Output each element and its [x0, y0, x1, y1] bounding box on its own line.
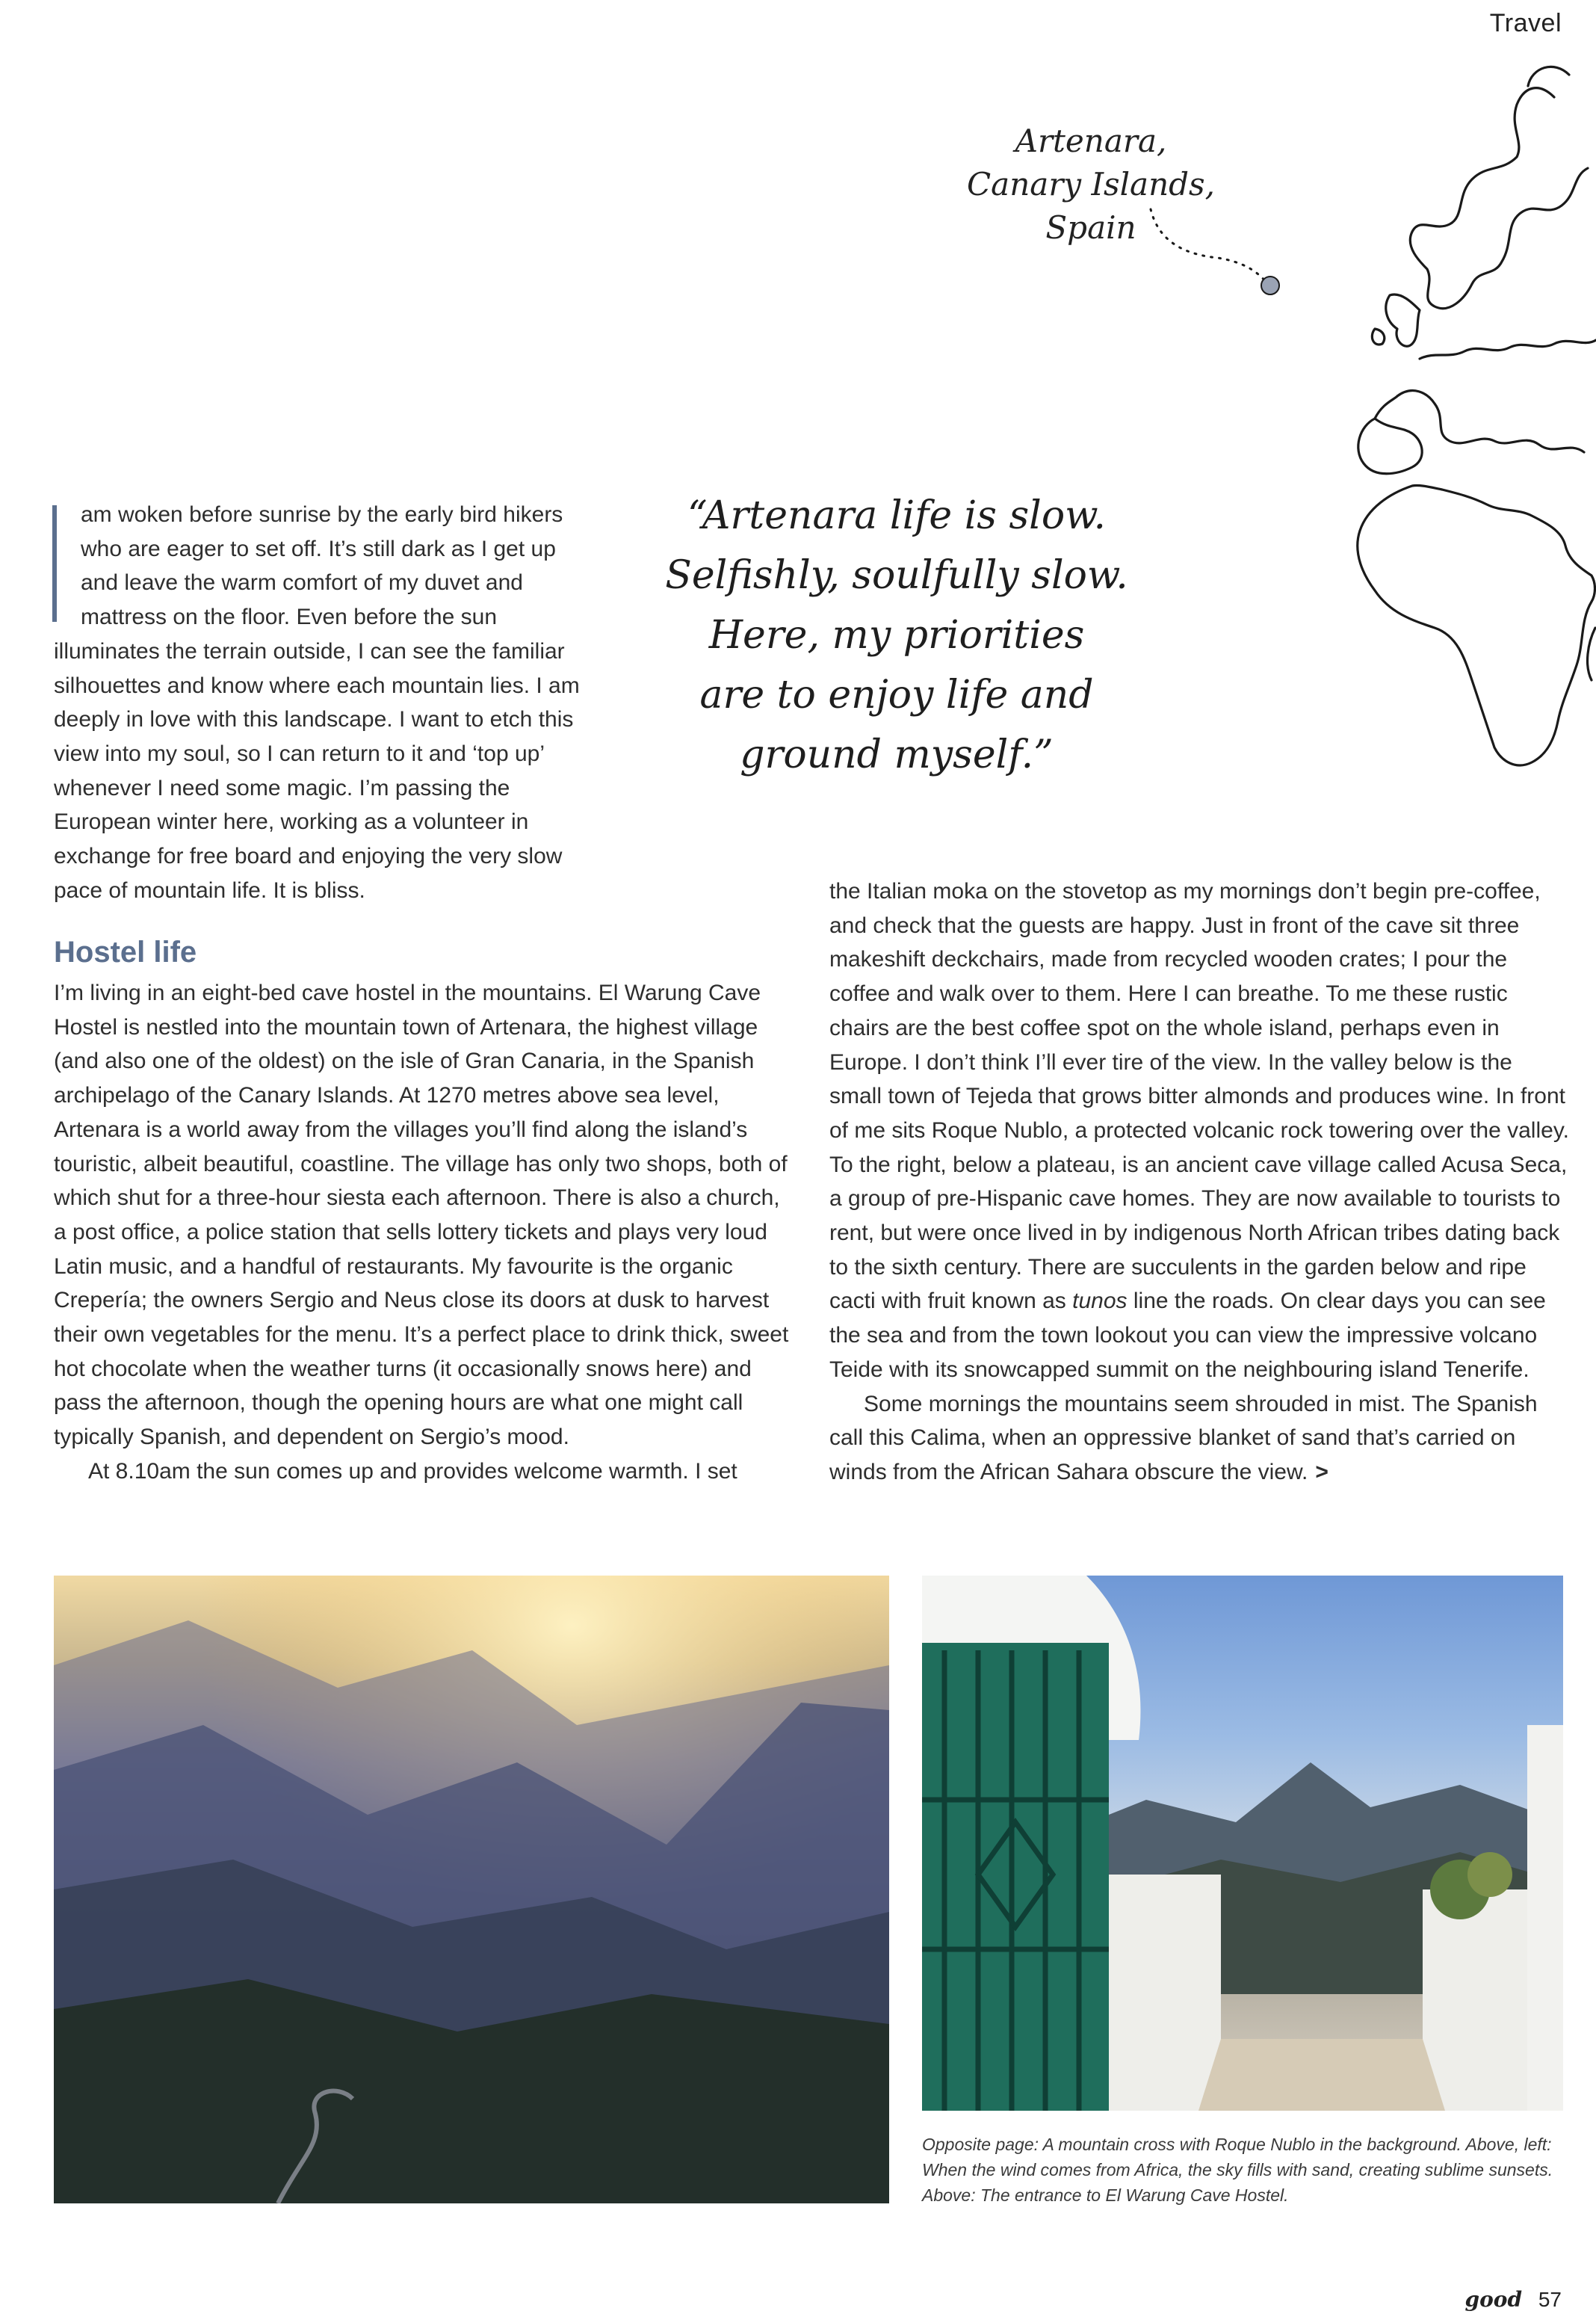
photo-caption: Opposite page: A mountain cross with Roque Nublo in the background. Above, left: When the wind comes from Africa, the sky fills with sand, creating sublime sunsets. Above: The entrance to El Warung Cave Hostel.	[922, 2135, 1553, 2205]
section-label: Travel	[1489, 9, 1562, 37]
magazine-logo: good	[1464, 2287, 1523, 2312]
intro-line: who are eager to set off. It’s still dark as I get up	[81, 536, 556, 561]
pull-quote	[628, 486, 1166, 785]
page-footer	[1465, 2287, 1562, 2312]
paragraph: I’m living in an eight-bed cave hostel in the mountains. El Warung Cave Hostel is nestled into the mountain town of Artenara, the highest village (and also one of the oldest) on the isle of Gran Canaria, in the Spanish archipelago of the Canary Islands. At 1270 metres above sea level, Artenara is a world away from the villages you’ll find along the island’s touristic, albeit beautiful, coastline. The village has only two shops, both of which shut for a three-hour siesta each afternoon. There is also a church, a post office, a police station that sells lottery tickets and plays very loud Latin music, and a handful of restaurants. My favourite is the organic Crepería; the owners Sergio and Neus close its doors at dusk to harvest their own vegetables for the menu. It’s a perfect place to drink thick, sweet hot chocolate when the weather turns (it occasionally snows here) and pass the afternoon, though the opening hours are what one might call typically Spanish, and dependent on Sergio’s mood.	[54, 981, 789, 1450]
sunset-mountains-photo	[54, 1576, 889, 2203]
intro-line: mattress on the floor.	[81, 605, 291, 630]
italic-term: tunos	[1072, 1289, 1128, 1314]
pull-quote-line: Selfishly, soulfully slow.	[665, 553, 1128, 598]
text-run: Some mornings the mountains seem shrouded in mist. The Spanish call this Calima, when an oppressive blanket of sand that’s carried on winds from the African Sahara obscure the view.	[829, 1391, 1538, 1484]
intro-rest: Even before the sun illuminates the terrain outside, I can see the familiar silhouettes and know where each mountain lies. I am deeply in love with this landscape. I want to etch this view into my soul, so I can return to it and ‘top up’ whenever I need some magic. I’m passing the European winter here, working as a volunteer in exchange for free board and enjoying the very slow pace of mountain life. It is bliss.	[54, 605, 580, 903]
pull-quote-line: ground myself.”	[740, 732, 1054, 777]
pull-quote-line: “Artenara life is slow.	[687, 493, 1106, 538]
paragraph	[829, 874, 1569, 1387]
intro-line: and leave the warm comfort of my duvet and	[81, 570, 523, 596]
pull-quote-line: are to enjoy life and	[699, 673, 1094, 718]
intro-line: am woken before sunrise by the early bird hikers	[81, 502, 563, 527]
location-line: Spain	[1045, 209, 1136, 246]
continue-arrow-icon: >	[1315, 1459, 1329, 1484]
hostel-entrance-photo	[922, 1576, 1563, 2111]
page-number: 57	[1538, 2288, 1562, 2311]
intro-paragraph	[54, 498, 592, 907]
gate-scene-icon	[922, 1576, 1563, 2111]
text-run: line the roads. On clear days you can see the sea and from the town lookout you can view the impressive volcano Teide with its snowcapped summit on the neighbouring island Tenerife.	[829, 1289, 1546, 1382]
mountain-scene-icon	[54, 1576, 889, 2203]
right-column	[829, 874, 1569, 1490]
map-location-label	[956, 120, 1225, 250]
text-run: the Italian moka on the stovetop as my mornings don’t begin pre-coffee, and check that the guests are happy. Just in front of the cave sit three makeshift deckchairs, made from recycled wooden crates; I pour the coffee and walk over to them. Here I can breathe. To me these rustic chairs are the best coffee spot on the whole island, perhaps even in Europe. I don’t think I’ll ever tire of the view. In the valley below is the small town of Tejeda that grows bitter almonds and produces wine. In front of me sits Roque Nublo, a protected volcanic rock towering over the valley. To the right, below a plateau, is an ancient cave village called Acusa Seca, a group of pre-Hispanic cave homes. They are now available to tourists to rent, but were once lived in by indigenous North African tribes dating back to the sixth century. There are succulents in the garden below and ripe cacti with fruit known as	[829, 879, 1569, 1314]
pull-quote-line: Here, my priorities	[708, 613, 1085, 658]
section-heading: Hostel life	[54, 936, 197, 969]
location-line: Canary Islands,	[967, 166, 1215, 203]
location-line: Artenara,	[1015, 123, 1167, 159]
paragraph: At 8.10am the sun comes up and provides welcome warmth. I set	[88, 1458, 737, 1484]
left-column	[54, 976, 794, 1489]
paragraph	[829, 1387, 1569, 1490]
